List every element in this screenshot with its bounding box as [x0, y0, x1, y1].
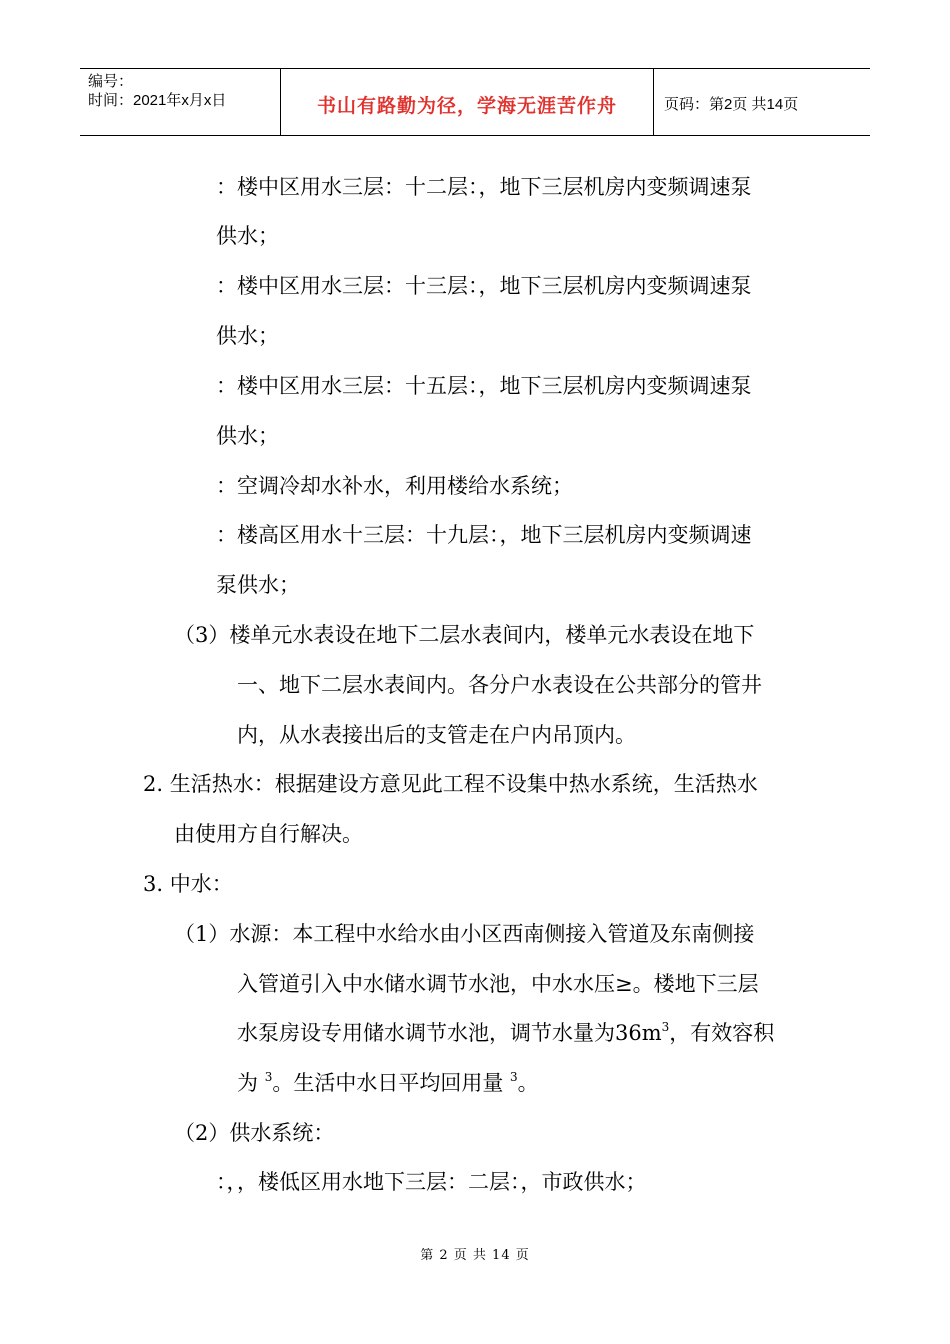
number-label: 编号：: [88, 73, 134, 90]
body-line: （1）水源：本工程中水给水由小区西南侧接入管道及东南侧接: [174, 922, 755, 946]
body-text: 。: [517, 1071, 539, 1095]
body-line: [237, 1019, 774, 1047]
body-line: 供水；: [216, 224, 279, 248]
page-footer: 第 2 页 共 14 页: [420, 1248, 530, 1263]
body-line: ：楼中区用水三层：十五层：，地下三层机房内变频调速泵: [216, 374, 752, 398]
superscript: 3: [264, 1070, 273, 1084]
body-text: 为: [237, 1071, 265, 1095]
body-line: 供水；: [216, 424, 279, 448]
body-line: 入管道引入中水储水调节水池，中水水压≥。楼地下三层: [237, 972, 759, 996]
body-line: 3. 中水：: [143, 872, 233, 896]
page-label: 页码：第2页 共14页: [664, 95, 799, 113]
body-line: 2. 生活热水：根据建设方意见此工程不设集中热水系统，生活热水: [143, 772, 758, 796]
superscript: 3: [661, 1020, 670, 1034]
body-line: 泵供水；: [216, 573, 300, 597]
slogan-text: 书山有路勤为径，学海无涯苦作舟: [316, 94, 617, 117]
superscript: 3: [510, 1070, 518, 1084]
body-line: （2）供水系统：: [174, 1121, 335, 1145]
body-line: 由使用方自行解决。: [174, 822, 363, 846]
body-line: 供水；: [216, 324, 279, 348]
time-label: 时间：2021年x月x日: [88, 92, 227, 109]
header-page-cell: [654, 69, 870, 135]
body-line: （3）楼单元水表设在地下二层水表间内，楼单元水表设在地下: [174, 623, 755, 647]
body-text: ，有效容积: [669, 1021, 775, 1045]
body-text: 水泵房设专用储水调节水池，调节水量为36m: [237, 1021, 662, 1045]
body-line: [237, 1069, 539, 1097]
body-line: ：楼中区用水三层：十三层：，地下三层机房内变频调速泵: [216, 274, 752, 298]
body-text: 。生活中水日平均回用量: [272, 1071, 511, 1095]
body-line: 一、地下二层水表间内。各分户水表设在公共部分的管井: [237, 673, 762, 697]
body-line: ：楼中区用水三层：十二层：，地下三层机房内变频调速泵: [216, 175, 752, 199]
body-line: ：楼高区用水十三层：十九层：，地下三层机房内变频调速: [216, 523, 752, 547]
page-header: [80, 68, 870, 136]
body-line: ：，，楼低区用水地下三层：二层：，市政供水；: [216, 1170, 647, 1194]
body-line: 内，从水表接出后的支管走在户内吊顶内。: [237, 723, 636, 747]
header-slogan-cell: [281, 69, 654, 135]
body-line: ：空调冷却水补水，利用楼给水系统；: [216, 474, 573, 498]
header-info-cell: [80, 69, 281, 135]
